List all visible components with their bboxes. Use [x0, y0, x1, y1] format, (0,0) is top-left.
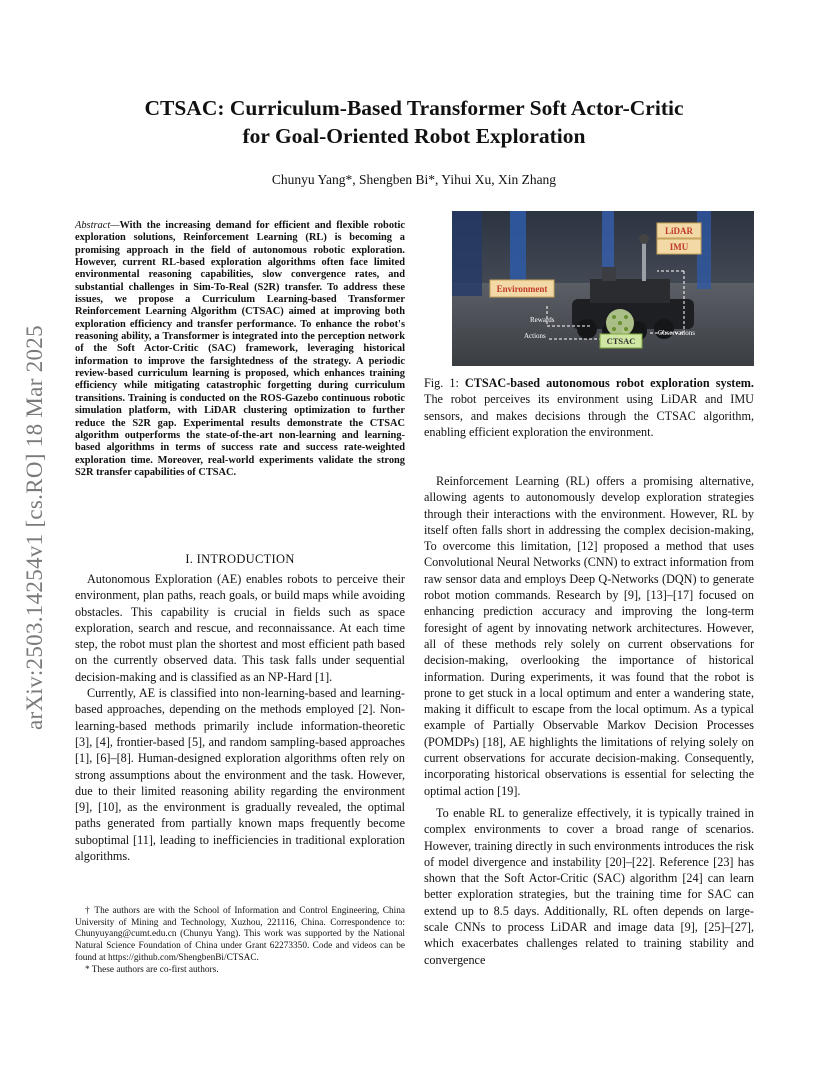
ctsac-network-icon	[606, 309, 634, 337]
figure-robot-photo	[452, 211, 754, 366]
author-list: Chunyu Yang*, Shengben Bi*, Yihui Xu, Xin Zhang	[271, 172, 557, 187]
footnote-affiliation: † The authors are with the School of Information and Control Engineering, China University of Mining and Technology, Xuzhou, 221116, China. Correspondence to: Chunyuyang@cumt.edu.cn (Chunyu Yang). This work was supported by the National Natural Science Foundation of China under Grant 62273350. Code and videos can be found at https://github.com/ShengbenBi/CTSAC.	[75, 906, 405, 963]
introduction-text	[75, 571, 405, 864]
section-heading-introduction: I. INTRODUCTION	[185, 552, 295, 566]
label-environment: Environment	[496, 284, 548, 294]
label-rewards: Rewards	[530, 316, 555, 324]
label-lidar: LiDAR	[664, 226, 694, 236]
label-actions: Actions	[524, 332, 546, 340]
label-imu: IMU	[669, 242, 689, 252]
abstract-lead: Abstract—	[75, 220, 120, 231]
caption-rest: The robot perceives its environment using LiDAR and IMU sensors, and makes decisions through the CTSAC algorithm, enabling efficient exploration the environment.	[424, 392, 754, 439]
label-observations: Observations	[658, 329, 695, 337]
arxiv-stamp: arXiv:2503.14254v1 [cs.RO] 18 Mar 2025	[22, 325, 47, 730]
caption-prefix: Fig. 1:	[424, 376, 465, 390]
footnote-cofirst: * These authors are co-first authors.	[85, 964, 219, 975]
robot-illustration	[452, 211, 754, 366]
figure-caption	[424, 375, 754, 440]
footnotes	[75, 906, 405, 976]
intro-paragraph-1: Autonomous Exploration (AE) enables robots to perceive their environment, plan paths, reach goals, or build maps while avoiding obstacles. This capability is crucial in fields such as space exploration, search and rescue, and reconnaissance. At each time step, the robot must plan the shortest and most efficient path based on the currently observed data. This task falls under sequential decision-making and is classified as an NP-Hard [1].	[75, 572, 405, 684]
abstract-body: With the increasing demand for efficient and flexible robotic exploration solutions, Reinforcement Learning (RL) is becoming a promising approach in the field of autonomous robotic exploration. However, current RL-based exploration algorithms often face limited environmental reasoning capabilities, slow convergence rates, and substantial challenges in Sim-To-Real (S2R) transfer. To address these issues, we propose a Curriculum Learning-based Transformer Reinforcement Learning Algorithm (CTSAC) aimed at improving both exploration efficiency and transfer performance. To enhance the robot's reasoning ability, a Transformer is integrated into the perception network of the Soft Actor-Critic (SAC) framework, leveraging historical information to improve the farsightedness of the strategy. A periodic review-based curriculum learning is proposed, which enhances training efficiency while mitigating catastrophic forgetting during curriculum transitions. Training is conducted on the ROS-Gazebo continuous robotic simulation platform, with LiDAR clustering optimization to further reduce the S2R gap. Experimental results demonstrate the CTSAC algorithm outperforms the state-of-the-art non-learning and learning-based algorithms in terms of success rate and success rate-weighted exploration time. Moreover, real-world experiments validate the strong S2R transfer capabilities of CTSAC.	[75, 220, 405, 478]
paper-title	[90, 94, 738, 150]
label-ctsac: CTSAC	[606, 336, 636, 346]
intro-paragraph-2: Currently, AE is classified into non-learning-based and learning-based approaches, depending on the methods employed [2]. Non-learning-based methods primarily include information-theoretic [3], [4], frontier-based [5], and random sampling-based approaches [1], [6]–[8]. Human-designed exploration algorithms often rely on strong assumptions about the environment and the task. However, due to their limited reasoning ability regarding the environment [9], [10], as the environment is gradually revealed, the optimal paths generated from partially known maps frequently become suboptimal [11], leading to inefficiencies in traditional exploration algorithms.	[75, 686, 405, 864]
right-column-text	[424, 473, 754, 968]
title-line-2: for Goal-Oriented Robot Exploration	[242, 124, 586, 148]
right-paragraph-2: To enable RL to generalize effectively, it is typically trained in complex environments to cover a broad range of scenarios. However, training directly in such environments introduces the risk of model divergence and instability [20]–[22]. Reference [23] has shown that the Soft Actor-Critic (SAC) algorithm [24] can learn better exploration strategies, but the training time for SAC can extend up to 8.5 days. Additionally, RL often depends on large-scale CNNs to process LiDAR and image data [9], [25]–[27], which exacerbates challenges related to training stability and convergence	[424, 805, 754, 967]
abstract	[75, 220, 405, 479]
pillar	[452, 211, 482, 296]
caption-bold: CTSAC-based autonomous robot exploration system.	[464, 376, 754, 390]
title-line-1: CTSAC: Curriculum-Based Transformer Soft Actor-Critic	[144, 96, 684, 120]
right-paragraph-1: Reinforcement Learning (RL) offers a promising alternative, allowing agents to autonomously develop exploration strategies through their interactions with the environment. However, RL by itself often falls short in addressing the complex decision-making, To overcome this limitation, [12] proposed a method that uses Convolutional Neural Networks (CNN) to extract information from raw sensor data and employs Deep Q-Networks (DQN) to generate robot motion commands. Research by [9], [13]–[17] focused on enhancing prediction accuracy and improving the long-term foresight of agent by innovating network architectures. However, all of these methods rely solely on current observations for decision-making, overlooking the importance of historical information. During experiments, it was found that the robot is prone to get stuck in a local optimum and enter a wandering state, making it difficult to escape from the local optimum. As a typical example of Partially Observable Markov Decision Processes (POMDPs) [18], AE highlights the limitations of relying solely on current observations for accurate decision-making. Consequently, incorporating historical observations is essential for selecting the optimal action [19].	[424, 474, 754, 798]
